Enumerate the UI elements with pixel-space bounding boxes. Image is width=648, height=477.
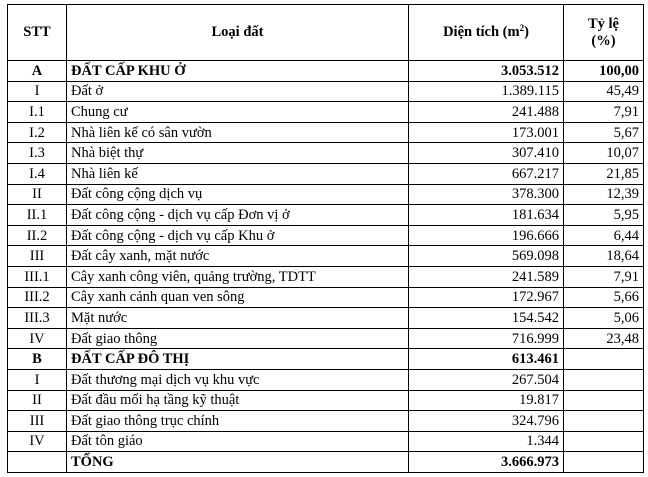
row-land-type: Mặt nước <box>67 308 409 329</box>
row-land-type: Cây xanh cảnh quan ven sông <box>67 287 409 308</box>
row-ratio: 5,67 <box>564 122 644 143</box>
row-land-type: Đất ở <box>67 81 409 102</box>
row-ratio: 21,85 <box>564 163 644 184</box>
row-land-type: Nhà liên kế có sân vườn <box>67 122 409 143</box>
header-ratio <box>564 5 644 61</box>
row-stt: III <box>8 411 67 432</box>
row-area: 324.796 <box>409 411 564 432</box>
row-ratio: 100,00 <box>564 61 644 82</box>
row-stt: A <box>8 61 67 82</box>
land-use-table <box>7 4 644 473</box>
row-ratio: 12,39 <box>564 184 644 205</box>
row-area: 241.488 <box>409 102 564 123</box>
row-stt: II.2 <box>8 225 67 246</box>
table-row <box>8 349 644 370</box>
header-land-type: Loại đất <box>67 5 409 61</box>
row-area: 613.461 <box>409 349 564 370</box>
table-row <box>8 246 644 267</box>
table-row <box>8 163 644 184</box>
row-area: 3.053.512 <box>409 61 564 82</box>
table-row <box>8 287 644 308</box>
row-ratio: 5,06 <box>564 308 644 329</box>
row-stt: IV <box>8 431 67 452</box>
row-area: 267.504 <box>409 369 564 390</box>
row-land-type: Đất công cộng - dịch vụ cấp Đơn vị ở <box>67 205 409 226</box>
row-ratio: 6,44 <box>564 225 644 246</box>
header-area-sup: 2 <box>519 23 525 33</box>
row-stt: II.1 <box>8 205 67 226</box>
table-row <box>8 81 644 102</box>
header-area <box>409 5 564 61</box>
row-area: 569.098 <box>409 246 564 267</box>
header-area-prefix: Diện tích (m <box>443 24 520 40</box>
row-area: 172.967 <box>409 287 564 308</box>
row-land-type: Cây xanh công viên, quảng trường, TDTT <box>67 266 409 287</box>
row-stt: I.1 <box>8 102 67 123</box>
row-stt: I <box>8 369 67 390</box>
row-ratio <box>564 411 644 432</box>
row-area: 307.410 <box>409 143 564 164</box>
row-stt: I.2 <box>8 122 67 143</box>
table-row <box>8 431 644 452</box>
row-land-type: Đất đầu mối hạ tầng kỹ thuật <box>67 390 409 411</box>
row-land-type: Đất cây xanh, mặt nước <box>67 246 409 267</box>
table-header-row <box>8 5 644 61</box>
row-land-type: Đất công cộng dịch vụ <box>67 184 409 205</box>
table-row <box>8 452 644 473</box>
row-ratio: 45,49 <box>564 81 644 102</box>
table-row <box>8 328 644 349</box>
row-land-type: Đất tôn giáo <box>67 431 409 452</box>
row-ratio: 7,91 <box>564 266 644 287</box>
row-ratio <box>564 349 644 370</box>
row-ratio: 23,48 <box>564 328 644 349</box>
row-area: 173.001 <box>409 122 564 143</box>
row-land-type: Đất giao thông <box>67 328 409 349</box>
row-area: 181.634 <box>409 205 564 226</box>
row-area: 1.344 <box>409 431 564 452</box>
row-ratio <box>564 452 644 473</box>
row-land-type: TỔNG <box>67 452 409 473</box>
row-stt: III <box>8 246 67 267</box>
row-stt: III.2 <box>8 287 67 308</box>
row-stt <box>8 452 67 473</box>
row-land-type: Nhà biệt thự <box>67 143 409 164</box>
row-area: 196.666 <box>409 225 564 246</box>
table-row <box>8 369 644 390</box>
table-row <box>8 266 644 287</box>
row-area: 241.589 <box>409 266 564 287</box>
table-row <box>8 122 644 143</box>
row-ratio: 5,95 <box>564 205 644 226</box>
row-area: 154.542 <box>409 308 564 329</box>
row-ratio <box>564 390 644 411</box>
row-stt: II <box>8 184 67 205</box>
row-land-type: Nhà liên kế <box>67 163 409 184</box>
row-stt: I.4 <box>8 163 67 184</box>
table-row <box>8 143 644 164</box>
row-land-type: Đất giao thông trục chính <box>67 411 409 432</box>
row-area: 3.666.973 <box>409 452 564 473</box>
table-body <box>8 61 644 473</box>
table-row <box>8 225 644 246</box>
row-land-type: Đất thương mại dịch vụ khu vực <box>67 369 409 390</box>
row-stt: III.3 <box>8 308 67 329</box>
table-row <box>8 308 644 329</box>
table-row <box>8 390 644 411</box>
table-row <box>8 102 644 123</box>
row-area: 716.999 <box>409 328 564 349</box>
row-ratio: 5,66 <box>564 287 644 308</box>
row-area: 1.389.115 <box>409 81 564 102</box>
row-stt: I <box>8 81 67 102</box>
row-stt: II <box>8 390 67 411</box>
table-row <box>8 184 644 205</box>
table-row <box>8 411 644 432</box>
row-ratio: 18,64 <box>564 246 644 267</box>
row-stt: I.3 <box>8 143 67 164</box>
header-ratio-line1: Tỷ lệ <box>587 15 619 32</box>
row-ratio: 7,91 <box>564 102 644 123</box>
row-area: 667.217 <box>409 163 564 184</box>
header-area-suffix: ) <box>524 24 529 40</box>
header-stt: STT <box>8 5 67 61</box>
row-ratio <box>564 369 644 390</box>
row-stt: IV <box>8 328 67 349</box>
row-ratio <box>564 431 644 452</box>
row-land-type: Chung cư <box>67 102 409 123</box>
row-stt: III.1 <box>8 266 67 287</box>
row-area: 19.817 <box>409 390 564 411</box>
row-ratio: 10,07 <box>564 143 644 164</box>
row-area: 378.300 <box>409 184 564 205</box>
row-land-type: ĐẤT CẤP KHU Ở <box>67 61 409 82</box>
table-row <box>8 205 644 226</box>
row-land-type: ĐẤT CẤP ĐÔ THỊ <box>67 349 409 370</box>
row-land-type: Đất công cộng - dịch vụ cấp Khu ở <box>67 225 409 246</box>
row-stt: B <box>8 349 67 370</box>
table-row <box>8 61 644 82</box>
header-ratio-line2: (%) <box>591 32 616 49</box>
